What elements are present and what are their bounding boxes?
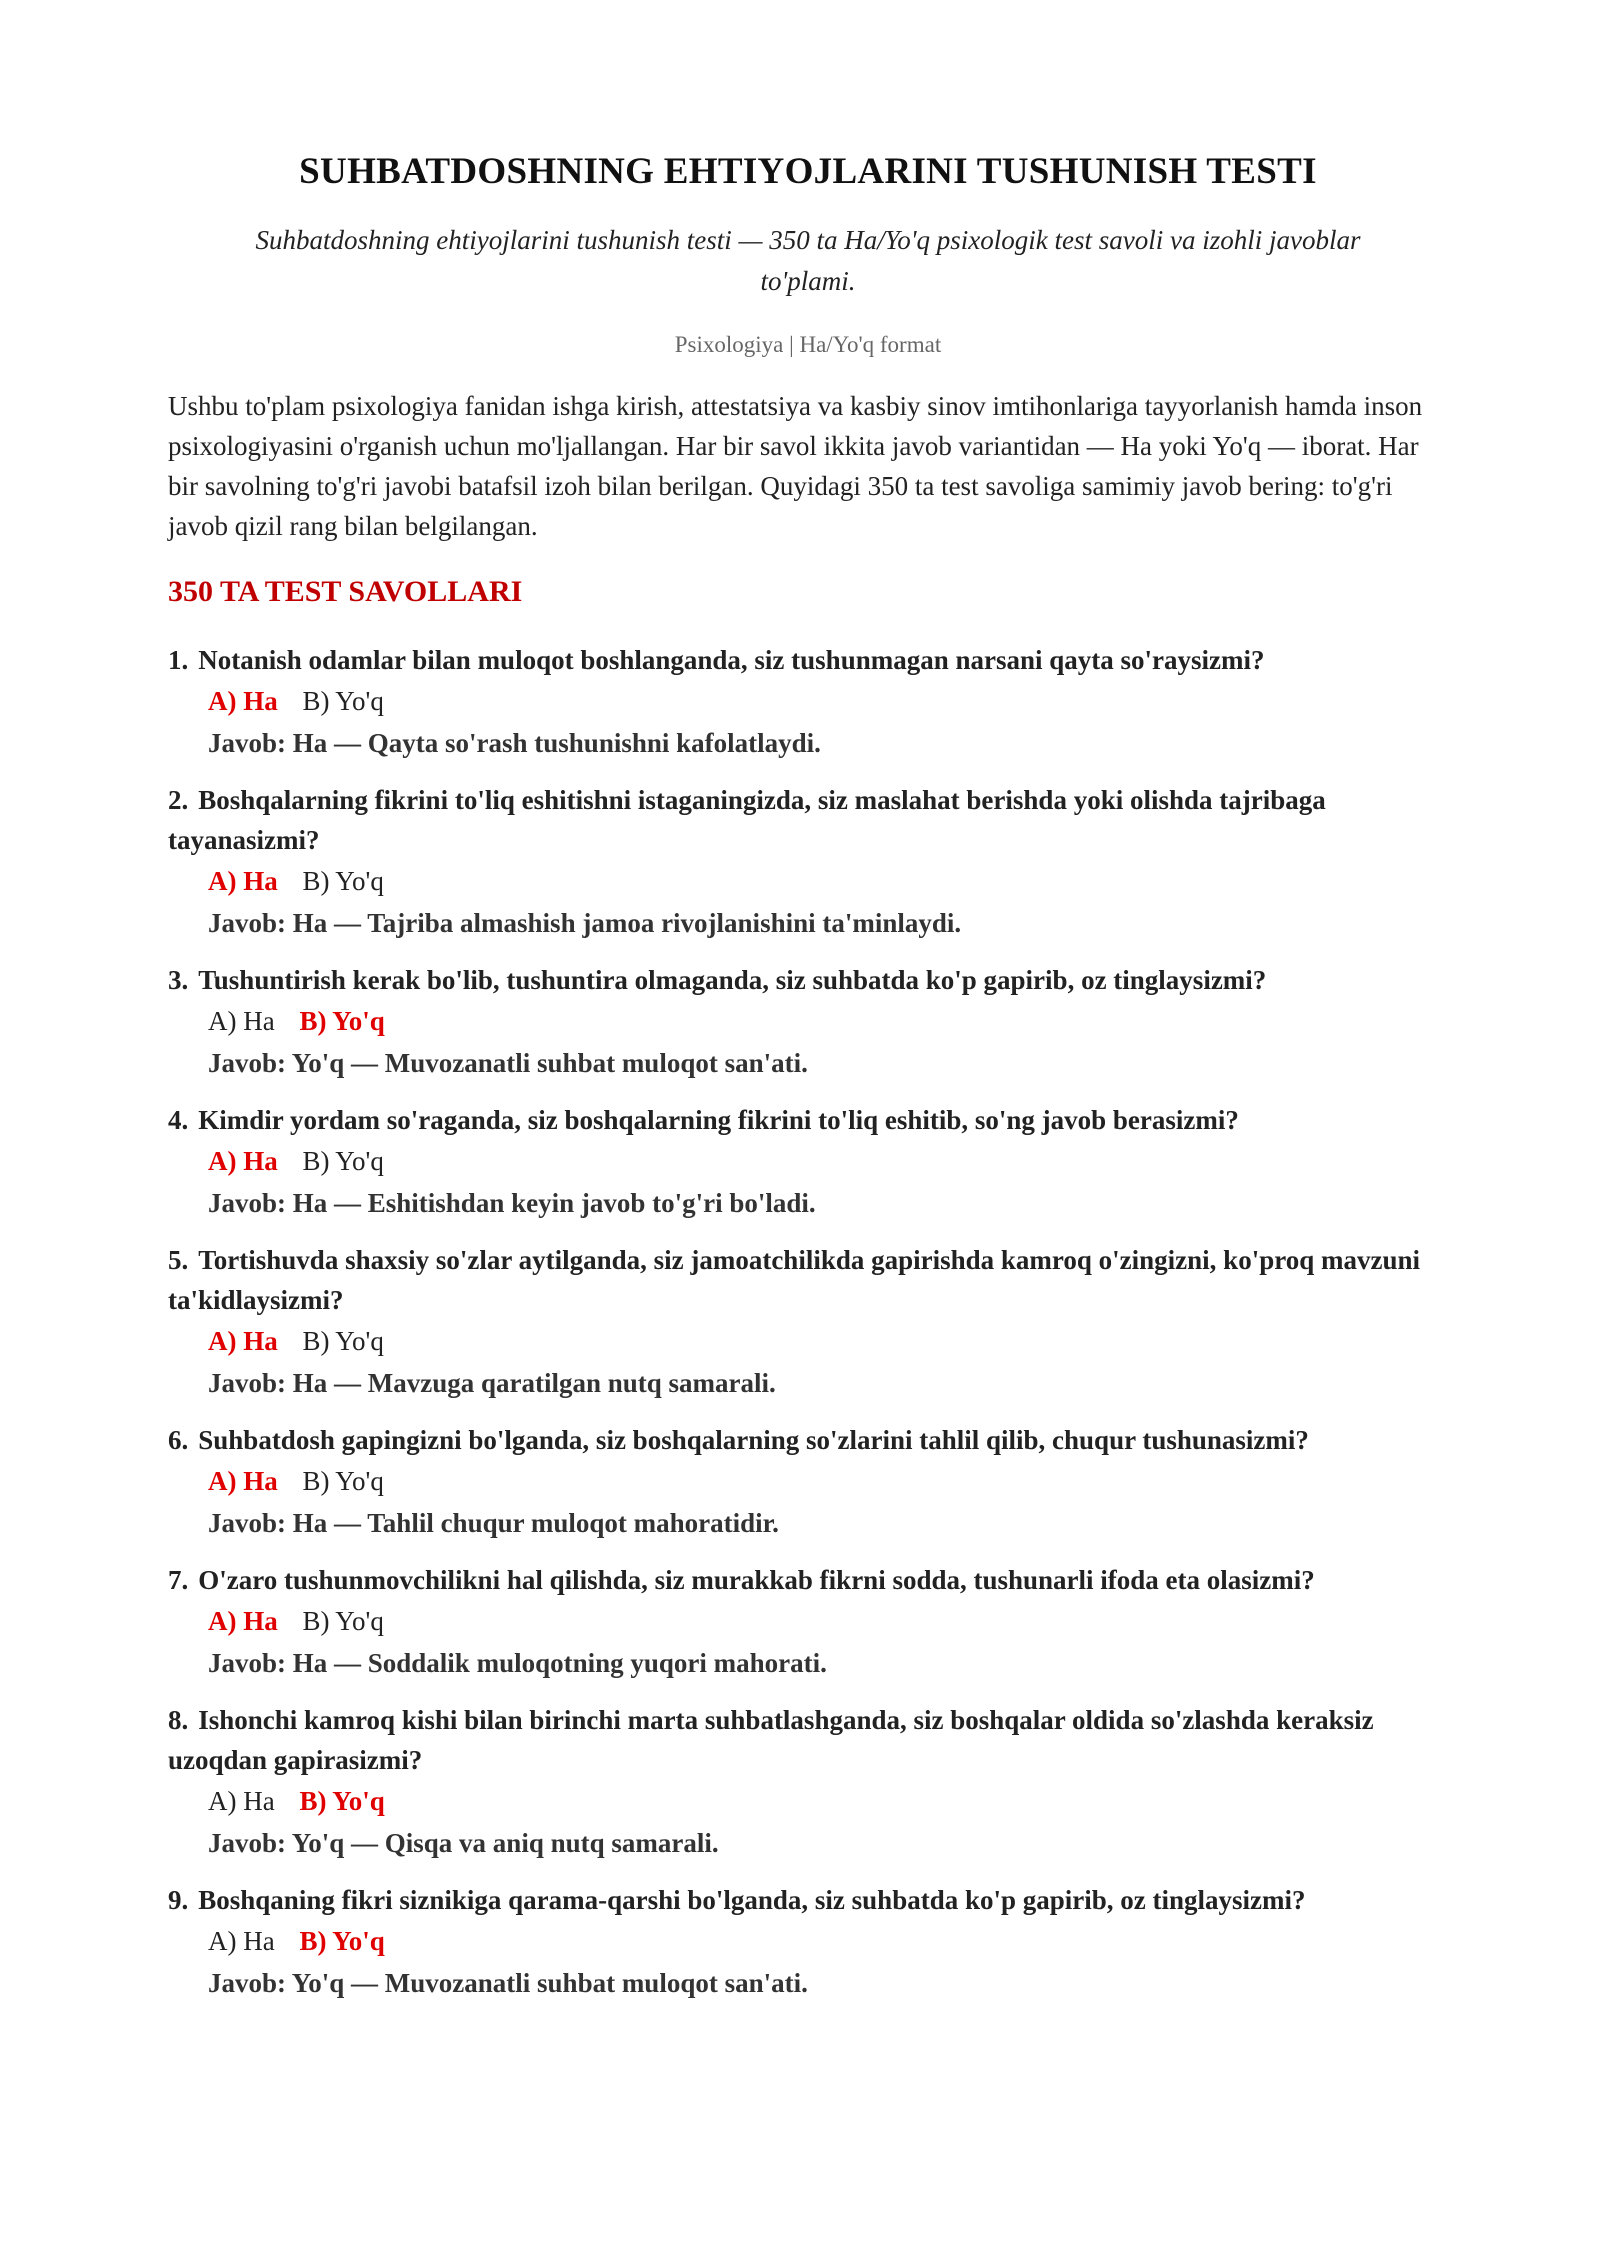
- intro-paragraph: Ushbu to'plam psixologiya fanidan ishga kirish, attestatsiya va kasbiy sinov imtihonlariga tayyorlanish hamda inson psixologiyasini o'rganish uchun mo'ljallangan. Har bir savol ikkita javob variantidan — Ha yoki Yo'q — iborat. Har bir savolning to'g'ri javobi batafsil izoh bilan berilgan. Quyidagi 350 ta test savoliga samimiy javob bering: to'g'ri javob qizil rang bilan belgilangan.: [168, 391, 1423, 542]
- answer-explanation: Javob: Ha — Qayta so'rash tushunishni kafolatlaydi.: [208, 728, 821, 759]
- question-item: [168, 1100, 1448, 1224]
- document-page: [168, 150, 1448, 2020]
- answer-options: [168, 860, 1448, 902]
- question-body: Tushuntirish kerak bo'lib, tushuntira olmaganda, siz suhbatda ko'p gapirib, oz tinglaysizmi?: [198, 965, 1267, 996]
- question-text: [168, 1880, 1448, 1920]
- question-number: 5.: [168, 1245, 189, 1276]
- option-a[interactable]: A) Ha: [208, 686, 278, 717]
- option-a[interactable]: A) Ha: [208, 1466, 278, 1497]
- option-b[interactable]: B) Yo'q: [299, 1926, 385, 1957]
- question-item: [168, 1560, 1448, 1684]
- question-text: [168, 1420, 1448, 1460]
- option-b[interactable]: B) Yo'q: [299, 1006, 385, 1037]
- question-list: [168, 640, 1448, 2004]
- section-heading: 350 TA TEST SAVOLLARI: [168, 575, 523, 609]
- question-number: 6.: [168, 1425, 189, 1456]
- question-body: Boshqaning fikri siznikiga qarama-qarshi bo'lganda, siz suhbatda ko'p gapirib, oz tinglaysizmi?: [198, 1885, 1306, 1916]
- option-a[interactable]: A) Ha: [208, 1326, 278, 1357]
- question-text: [168, 960, 1448, 1000]
- option-b[interactable]: B) Yo'q: [302, 1606, 384, 1637]
- question-item: [168, 960, 1448, 1084]
- question-number: 4.: [168, 1105, 189, 1136]
- option-b[interactable]: B) Yo'q: [299, 1786, 385, 1817]
- question-number: 7.: [168, 1565, 189, 1596]
- question-text: [168, 780, 1448, 860]
- answer-options: [168, 1320, 1448, 1362]
- answer-explanation: Javob: Ha — Tajriba almashish jamoa rivojlanishini ta'minlaydi.: [208, 908, 962, 939]
- option-b[interactable]: B) Yo'q: [302, 1466, 384, 1497]
- question-number: 3.: [168, 965, 189, 996]
- question-text: [168, 1100, 1448, 1140]
- answer-explanation: Javob: Ha — Eshitishdan keyin javob to'g'ri bo'ladi.: [208, 1188, 816, 1219]
- question-text: [168, 1240, 1448, 1320]
- answer-options: [168, 1460, 1448, 1502]
- category-label: Psixologiya | Ha/Yo'q format: [674, 332, 942, 358]
- question-text: [168, 640, 1448, 680]
- question-number: 1.: [168, 645, 189, 676]
- question-body: Tortishuvda shaxsiy so'zlar aytilganda, siz jamoatchilikda gapirishda kamroq o'zingizni, ko'proq mavzuni ta'kidlaysizmi?: [168, 1245, 1420, 1316]
- question-item: [168, 1700, 1448, 1864]
- answer-explanation: Javob: Yo'q — Muvozanatli suhbat muloqot san'ati.: [208, 1048, 808, 1079]
- answer-options: [168, 1780, 1448, 1822]
- question-item: [168, 1420, 1448, 1544]
- answer-explanation: Javob: Ha — Tahlil chuqur muloqot mahoratidir.: [208, 1508, 779, 1539]
- option-b[interactable]: B) Yo'q: [302, 866, 384, 897]
- page-subtitle: Suhbatdoshning ehtiyojlarini tushunish testi — 350 ta Ha/Yo'q psixologik test savoli va izohli javoblar to'plami.: [255, 225, 1361, 297]
- answer-options: [168, 1140, 1448, 1182]
- question-body: O'zaro tushunmovchilikni hal qilishda, siz murakkab fikrni sodda, tushunarli ifoda eta olasizmi?: [198, 1565, 1315, 1596]
- answer-explanation: Javob: Ha — Mavzuga qaratilgan nutq samarali.: [208, 1368, 776, 1399]
- answer-options: [168, 680, 1448, 722]
- question-body: Ishonchi kamroq kishi bilan birinchi marta suhbatlashganda, siz boshqalar oldida so'zlashda keraksiz uzoqdan gapirasizmi?: [168, 1705, 1374, 1776]
- page-title: SUHBATDOSHNING EHTIYOJLARINI TUSHUNISH TESTI: [299, 151, 1317, 192]
- option-a[interactable]: A) Ha: [208, 1606, 278, 1637]
- answer-explanation: Javob: Ha — Soddalik muloqotning yuqori mahorati.: [208, 1648, 827, 1679]
- question-number: 9.: [168, 1885, 189, 1916]
- question-text: [168, 1700, 1448, 1780]
- answer-options: [168, 1920, 1448, 1962]
- option-a[interactable]: A) Ha: [208, 866, 278, 897]
- question-item: [168, 640, 1448, 764]
- option-a[interactable]: A) Ha: [208, 1926, 275, 1957]
- question-number: 8.: [168, 1705, 189, 1736]
- question-body: Kimdir yordam so'raganda, siz boshqalarning fikrini to'liq eshitib, so'ng javob berasizmi?: [198, 1105, 1239, 1136]
- question-item: [168, 1880, 1448, 2004]
- option-a[interactable]: A) Ha: [208, 1786, 275, 1817]
- answer-explanation: Javob: Yo'q — Qisqa va aniq nutq samarali.: [208, 1828, 719, 1859]
- answer-options: [168, 1600, 1448, 1642]
- option-a[interactable]: A) Ha: [208, 1146, 278, 1177]
- question-number: 2.: [168, 785, 189, 816]
- question-text: [168, 1560, 1448, 1600]
- question-body: Notanish odamlar bilan muloqot boshlanganda, siz tushunmagan narsani qayta so'raysizmi?: [198, 645, 1265, 676]
- question-body: Boshqalarning fikrini to'liq eshitishni istaganingizda, siz maslahat berishda yoki olishda tajribaga tayanasizmi?: [168, 785, 1326, 856]
- answer-explanation: Javob: Yo'q — Muvozanatli suhbat muloqot san'ati.: [208, 1968, 808, 1999]
- option-b[interactable]: B) Yo'q: [302, 1326, 384, 1357]
- question-body: Suhbatdosh gapingizni bo'lganda, siz boshqalarning so'zlarini tahlil qilib, chuqur tushunasizmi?: [198, 1425, 1309, 1456]
- option-b[interactable]: B) Yo'q: [302, 686, 384, 717]
- question-item: [168, 1240, 1448, 1404]
- option-a[interactable]: A) Ha: [208, 1006, 275, 1037]
- answer-options: [168, 1000, 1448, 1042]
- option-b[interactable]: B) Yo'q: [302, 1146, 384, 1177]
- question-item: [168, 780, 1448, 944]
